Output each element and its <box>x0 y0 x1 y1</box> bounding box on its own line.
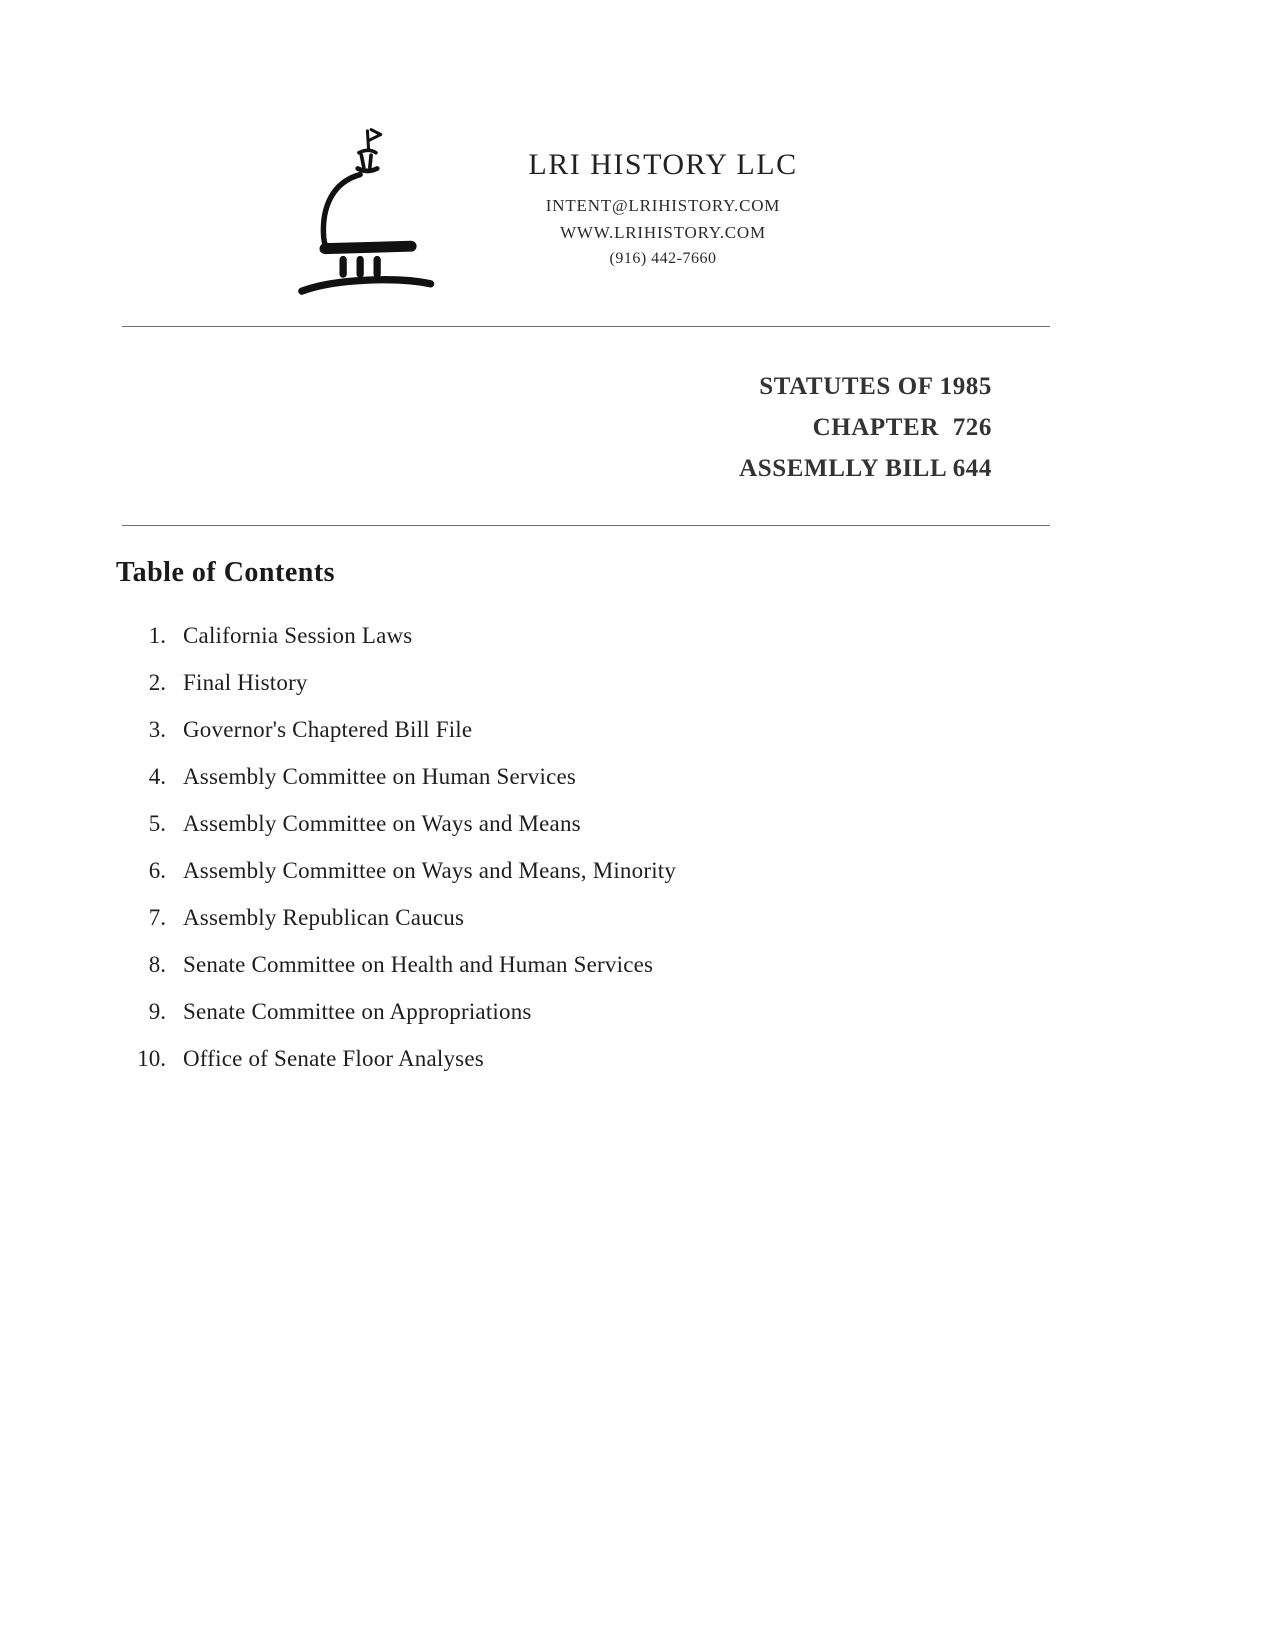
toc-item-label: Senate Committee on Appropriations <box>183 999 532 1024</box>
toc-item-label: California Session Laws <box>183 623 413 648</box>
statutes-line: STATUTES OF 1985 <box>759 373 992 400</box>
toc-item-label: Governor's Chaptered Bill File <box>183 717 473 742</box>
toc-item-number: 8. <box>148 952 166 977</box>
toc-item-number: 5. <box>148 811 166 836</box>
statute-title-block <box>122 366 1050 489</box>
toc-item-number: 3. <box>148 717 166 742</box>
toc-item <box>116 1046 676 1093</box>
toc-item-label: Final History <box>183 670 308 695</box>
toc-item <box>116 811 676 858</box>
capitol-dome-logo-icon <box>290 126 440 296</box>
toc-item-number: 2. <box>148 670 166 695</box>
toc-item-label: Assembly Committee on Ways and Means, Minority <box>183 858 677 883</box>
bill-line: ASSEMLLY BILL 644 <box>739 455 992 482</box>
chapter-line: CHAPTER 726 <box>812 414 992 441</box>
toc-item-number: 9. <box>148 999 166 1024</box>
toc-item <box>116 764 676 811</box>
toc-item <box>116 999 676 1046</box>
company-phone: (916) 442-7660 <box>609 250 717 267</box>
toc-item <box>116 623 676 670</box>
toc-item <box>116 952 676 999</box>
toc-item-label: Assembly Committee on Ways and Means <box>183 811 581 836</box>
toc-item-label: Assembly Republican Caucus <box>183 905 465 930</box>
company-name: LRI HISTORY LLC <box>528 148 798 181</box>
toc-item <box>116 670 676 717</box>
toc-item-number: 7. <box>148 905 166 930</box>
toc-item-number: 6. <box>148 858 166 883</box>
top-divider <box>122 326 1050 327</box>
toc-item-label: Office of Senate Floor Analyses <box>183 1046 484 1071</box>
toc-item-number: 1. <box>148 623 166 648</box>
toc-item <box>116 717 676 764</box>
company-website: WWW.LRIHISTORY.COM <box>560 223 766 242</box>
toc-item <box>116 858 676 905</box>
letterhead <box>290 118 848 296</box>
company-email: INTENT@LRIHISTORY.COM <box>545 196 781 215</box>
toc-item-number: 4. <box>148 764 166 789</box>
toc-item <box>116 905 676 952</box>
letterhead-text <box>478 118 848 268</box>
toc-item-label: Assembly Committee on Human Services <box>183 764 577 789</box>
bottom-divider <box>122 525 1050 526</box>
toc-item-label: Senate Committee on Health and Human Services <box>183 952 654 977</box>
toc-heading: Table of Contents <box>116 557 336 588</box>
toc-list <box>116 623 676 1093</box>
toc-item-number: 10. <box>137 1046 166 1071</box>
